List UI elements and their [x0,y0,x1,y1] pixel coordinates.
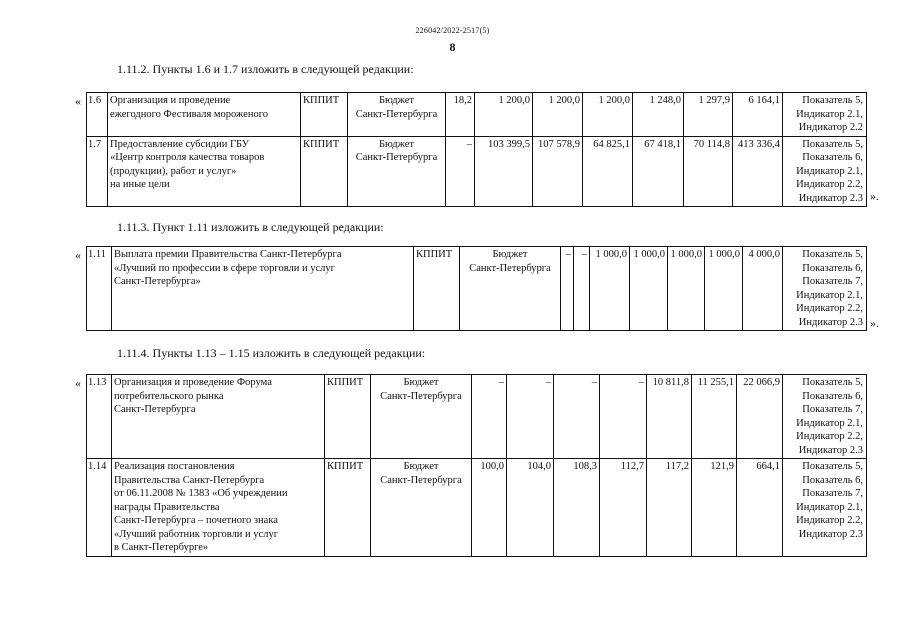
value-cell: 18,2 [446,93,475,137]
activity-name-line: «Лучший по профессии в сфере торговли и услуг [114,262,335,274]
indicators [783,459,867,557]
funding-source [348,93,446,137]
row-index: 1.13 [87,375,112,459]
page-number: 8 [449,40,456,54]
activity-name-line: Санкт-Петербурга – почетного знака [114,515,278,526]
activity-name-line: Правительства Санкт-Петербурга [114,474,265,486]
section-heading: 1.11.4. Пункты 1.13 – 1.15 изложить в следующей редакции: [117,346,426,360]
value-cell: 103 399,5 [475,136,533,207]
indicators-line: Индикатор 2.3 [798,444,863,456]
activity-name-line: (продукции), работ и услуг» [110,165,237,177]
value-cell: 1 200,0 [475,93,533,137]
indicators-line: Индикатор 2.3 [798,192,863,204]
funding-source-line: Бюджет [378,95,415,106]
indicators-line: Индикатор 2.1, [796,165,863,177]
indicators-line: Показатель 6, [802,152,863,163]
activity-name-line: «Центр контроля качества товаров [110,152,265,163]
indicators-line: Показатель 7, [802,488,863,499]
funding-source-line: Санкт-Петербурга [355,108,438,120]
value-cell: – [507,375,554,459]
value-cell: 100,0 [472,459,507,557]
row-index: 1.7 [87,136,108,207]
funding-source-line: Санкт-Петербурга [355,152,438,163]
value-cell: 1 200,0 [583,93,633,137]
value-cell: – [472,375,507,459]
value-cell: – [446,136,475,207]
activity-name-line: Организация и проведение Форума [114,377,272,388]
activity-name-line: награды Правительства [114,501,220,513]
value-cell: 70 114,8 [684,136,733,207]
table-row [87,136,867,207]
funding-source-line: Бюджет [403,461,439,472]
value-cell: 1 297,9 [684,93,733,137]
activity-name-line: от 06.11.2008 № 1383 «Об учреждении [114,488,288,499]
activity-name-line: в Санкт-Петербурге» [114,542,209,553]
value-cell: 22 066,9 [737,375,783,459]
activity-name [112,247,414,331]
funding-source-line: Бюджет [378,138,415,150]
value-cell: – [574,247,590,331]
value-cell: 112,7 [600,459,647,557]
activity-name-line: Санкт-Петербурга [114,404,196,415]
close-quote: ». [870,316,879,330]
value-cell: 1 000,0 [630,247,668,331]
indicators-line: Индикатор 2.2 [798,122,863,133]
activity-name-line: на иные цели [110,179,170,190]
value-cell: 64 825,1 [583,136,633,207]
section-heading: 1.11.3. Пункт 1.11 изложить в следующей редакции: [117,220,384,234]
value-cell: 1 000,0 [668,247,705,331]
value-cell: 1 000,0 [590,247,630,331]
amendment-table [86,374,867,557]
value-cell: 67 418,1 [633,136,684,207]
indicators-line: Индикатор 2.1, [796,289,863,301]
activity-name-line: Санкт-Петербурга» [114,276,201,287]
funding-source-line: Санкт-Петербурга [469,262,551,274]
funding-source-line: Санкт-Петербурга [380,474,462,486]
value-cell: – [561,247,574,331]
activity-name-line: Организация и проведение [110,95,231,106]
executor: КППИТ [414,247,460,331]
activity-name-line: потребительского рынка [114,390,224,402]
activity-name-line: Выплата премии Правительства Санкт-Петербурга [114,249,342,260]
value-cell: 10 811,8 [647,375,692,459]
activity-name-line: ежегодного Фестиваля мороженого [110,108,268,120]
executor: КППИТ [325,459,371,557]
value-cell: 107 578,9 [533,136,583,207]
indicators-line: Индикатор 2.1, [796,417,863,429]
funding-source [348,136,446,207]
value-cell: – [600,375,647,459]
indicators-line: Показатель 5, [802,377,863,388]
open-quote: « [75,376,81,390]
amendment-table [86,246,867,331]
executor: КППИТ [325,375,371,459]
funding-source-line: Бюджет [403,377,439,388]
indicators-line: Индикатор 2.3 [798,316,863,328]
section-heading: 1.11.2. Пункты 1.6 и 1.7 изложить в следующей редакции: [117,62,414,76]
row-index: 1.11 [87,247,112,331]
indicators-line: Показатель 5, [802,95,863,106]
value-cell: 664,1 [737,459,783,557]
indicators [783,93,867,137]
table-row [87,247,867,331]
indicators-line: Индикатор 2.2, [796,179,863,190]
close-quote: ». [870,189,879,203]
funding-source [371,375,472,459]
value-cell: 121,9 [692,459,737,557]
activity-name [108,136,301,207]
funding-source-line: Бюджет [492,249,528,260]
indicators-line: Показатель 5, [802,461,863,472]
indicators-line: Индикатор 2.2, [796,515,863,526]
document-id: 226042/2022-2517(5) [415,26,490,35]
table-row [87,93,867,137]
activity-name [112,375,325,459]
value-cell: – [554,375,600,459]
activity-name-line: «Лучший работник торговли и услуг [114,528,279,540]
indicators-line: Показатель 6, [802,390,863,402]
indicators-line: Показатель 5, [802,138,863,150]
indicators-line: Индикатор 2.1, [796,108,863,120]
funding-source [460,247,561,331]
value-cell: 6 164,1 [733,93,783,137]
amendment-table [86,92,867,207]
indicators-line: Показатель 6, [802,474,863,486]
row-index: 1.14 [87,459,112,557]
executor: КППИТ [301,136,348,207]
value-cell: 1 200,0 [533,93,583,137]
indicators-line: Индикатор 2.2, [796,303,863,314]
funding-source-line: Санкт-Петербурга [380,390,462,402]
indicators-line: Индикатор 2.3 [798,528,863,540]
value-cell: 11 255,1 [692,375,737,459]
value-cell: 104,0 [507,459,554,557]
indicators-line: Показатель 7, [802,276,863,287]
activity-name-line: Предоставление субсидии ГБУ [110,138,250,150]
value-cell: 108,3 [554,459,600,557]
indicators [783,247,867,331]
table-row [87,375,867,459]
value-cell: 4 000,0 [743,247,783,331]
funding-source [371,459,472,557]
activity-name [112,459,325,557]
indicators-line: Показатель 5, [802,249,863,260]
activity-name-line: Реализация постановления [114,461,235,472]
indicators-line: Показатель 6, [802,262,863,274]
indicators-line: Индикатор 2.2, [796,431,863,442]
indicators [783,136,867,207]
open-quote: « [75,248,81,262]
open-quote: « [75,94,81,108]
executor: КППИТ [301,93,348,137]
value-cell: 413 336,4 [733,136,783,207]
table-row [87,459,867,557]
indicators-line: Показатель 7, [802,404,863,415]
row-index: 1.6 [87,93,108,137]
value-cell: 1 000,0 [705,247,743,331]
activity-name [108,93,301,137]
indicators-line: Индикатор 2.1, [796,501,863,513]
value-cell: 117,2 [647,459,692,557]
indicators [783,375,867,459]
value-cell: 1 248,0 [633,93,684,137]
